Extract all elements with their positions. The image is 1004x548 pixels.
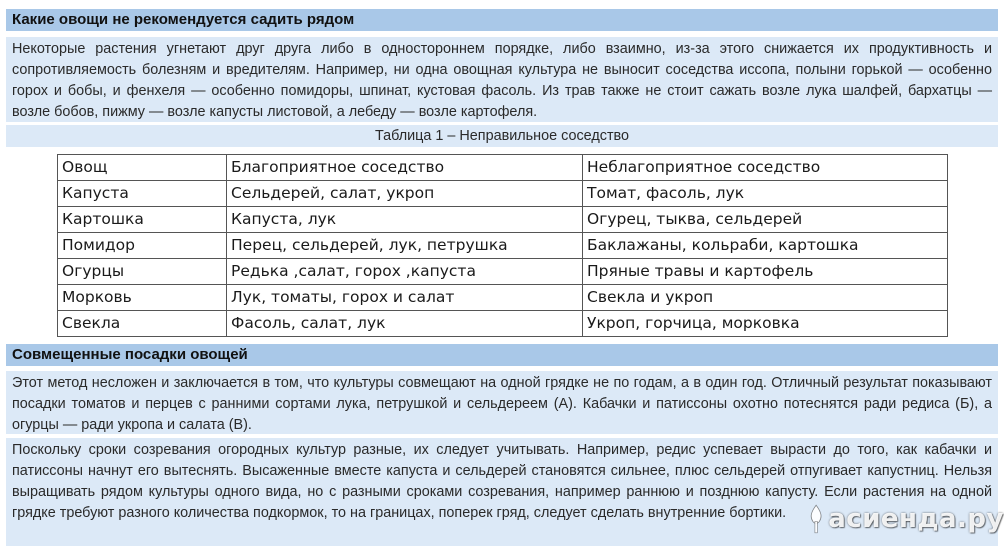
- good-neighbors-cell: Капуста, лук: [227, 207, 583, 233]
- table-row: [58, 259, 948, 285]
- bad-neighbors-cell: Укроп, горчица, морковка: [583, 311, 948, 337]
- vegetable-cell: Огурцы: [58, 259, 227, 285]
- vegetable-cell: Помидор: [58, 233, 227, 259]
- vegetable-cell: Капуста: [58, 181, 227, 207]
- table-header-cell: Благоприятное соседство: [227, 155, 583, 181]
- vegetable-cell: Свекла: [58, 311, 227, 337]
- table-header-cell: Неблагоприятное соседство: [583, 155, 948, 181]
- watermark-text: асиенда.ру: [828, 504, 1004, 534]
- table-header-cell: Овощ: [58, 155, 227, 181]
- good-neighbors-cell: Перец, сельдерей, лук, петрушка: [227, 233, 583, 259]
- section-heading-companion: Совмещенные посадки овощей: [6, 344, 998, 366]
- section-heading-incompatible: Какие овощи не рекомендуется садить рядом: [6, 9, 998, 31]
- table-row: [58, 285, 948, 311]
- table-row: [58, 311, 948, 337]
- intro-paragraph: Некоторые растения угнетают друг друга либо в одностороннем порядке, либо взаимно, из-за этого снижается их продуктивность и сопротивляемость болезням и вредителям. Например, ни одна овощная культура не выносит соседства иссопа, полыни горькой — особенно горох и бобы, и фенхеля — особенно помидоры, шпинат, кустовая фасоль. Из трав также не стоит сажать возле лука шалфей, бархатцы — возле бобов, пижму — возле капусты листовой, а лебеду — возле картофеля.: [6, 37, 998, 122]
- bad-neighbors-cell: Свекла и укроп: [583, 285, 948, 311]
- bad-neighbors-cell: Баклажаны, кольраби, картошка: [583, 233, 948, 259]
- table-row: [58, 181, 948, 207]
- table-caption: Таблица 1 – Неправильное соседство: [6, 125, 998, 147]
- companion-table: [57, 154, 948, 337]
- good-neighbors-cell: Фасоль, салат, лук: [227, 311, 583, 337]
- bad-neighbors-cell: Томат, фасоль, лук: [583, 181, 948, 207]
- bad-neighbors-cell: Огурец, тыква, сельдерей: [583, 207, 948, 233]
- spade-leaf-icon: [808, 500, 824, 538]
- vegetable-cell: Морковь: [58, 285, 227, 311]
- good-neighbors-cell: Сельдерей, салат, укроп: [227, 181, 583, 207]
- table-header-row: [58, 155, 948, 181]
- good-neighbors-cell: Лук, томаты, горох и салат: [227, 285, 583, 311]
- companion-paragraph-1: Этот метод несложен и заключается в том, что культуры совмещают на одной грядке не по годам, а в один год. Отличный результат показывают посадки томатов и перцев с ранними сортами лука, петрушкой и сельдереем (А). Кабачки и патиссоны охотно потеснятся ради редиса (Б), а огурцы — ради укропа и салата (В).: [6, 371, 998, 434]
- table-row: [58, 233, 948, 259]
- table-row: [58, 207, 948, 233]
- good-neighbors-cell: Редька ,салат, горох ,капуста: [227, 259, 583, 285]
- site-watermark: [808, 496, 1004, 542]
- vegetable-cell: Картошка: [58, 207, 227, 233]
- bad-neighbors-cell: Пряные травы и картофель: [583, 259, 948, 285]
- companion-paragraph-2: Поскольку сроки созревания огородных культур разные, их следует учитывать. Например, редис успевает вырасти до того, как кабачки и патиссоны начнут его вытеснять. Высаженные вместе капуста и сельдерей становятся сильнее, плюс сельдерей отпугивает капустниц. Нельзя выращивать рядом культуры одного вида, но с разными сроками созревания, например раннюю и позднюю капусту. Если растения на одной грядке требуют разного количества подкормок, то на границах, поперек гряд, следует сделать внутренние бортики.: [6, 438, 998, 546]
